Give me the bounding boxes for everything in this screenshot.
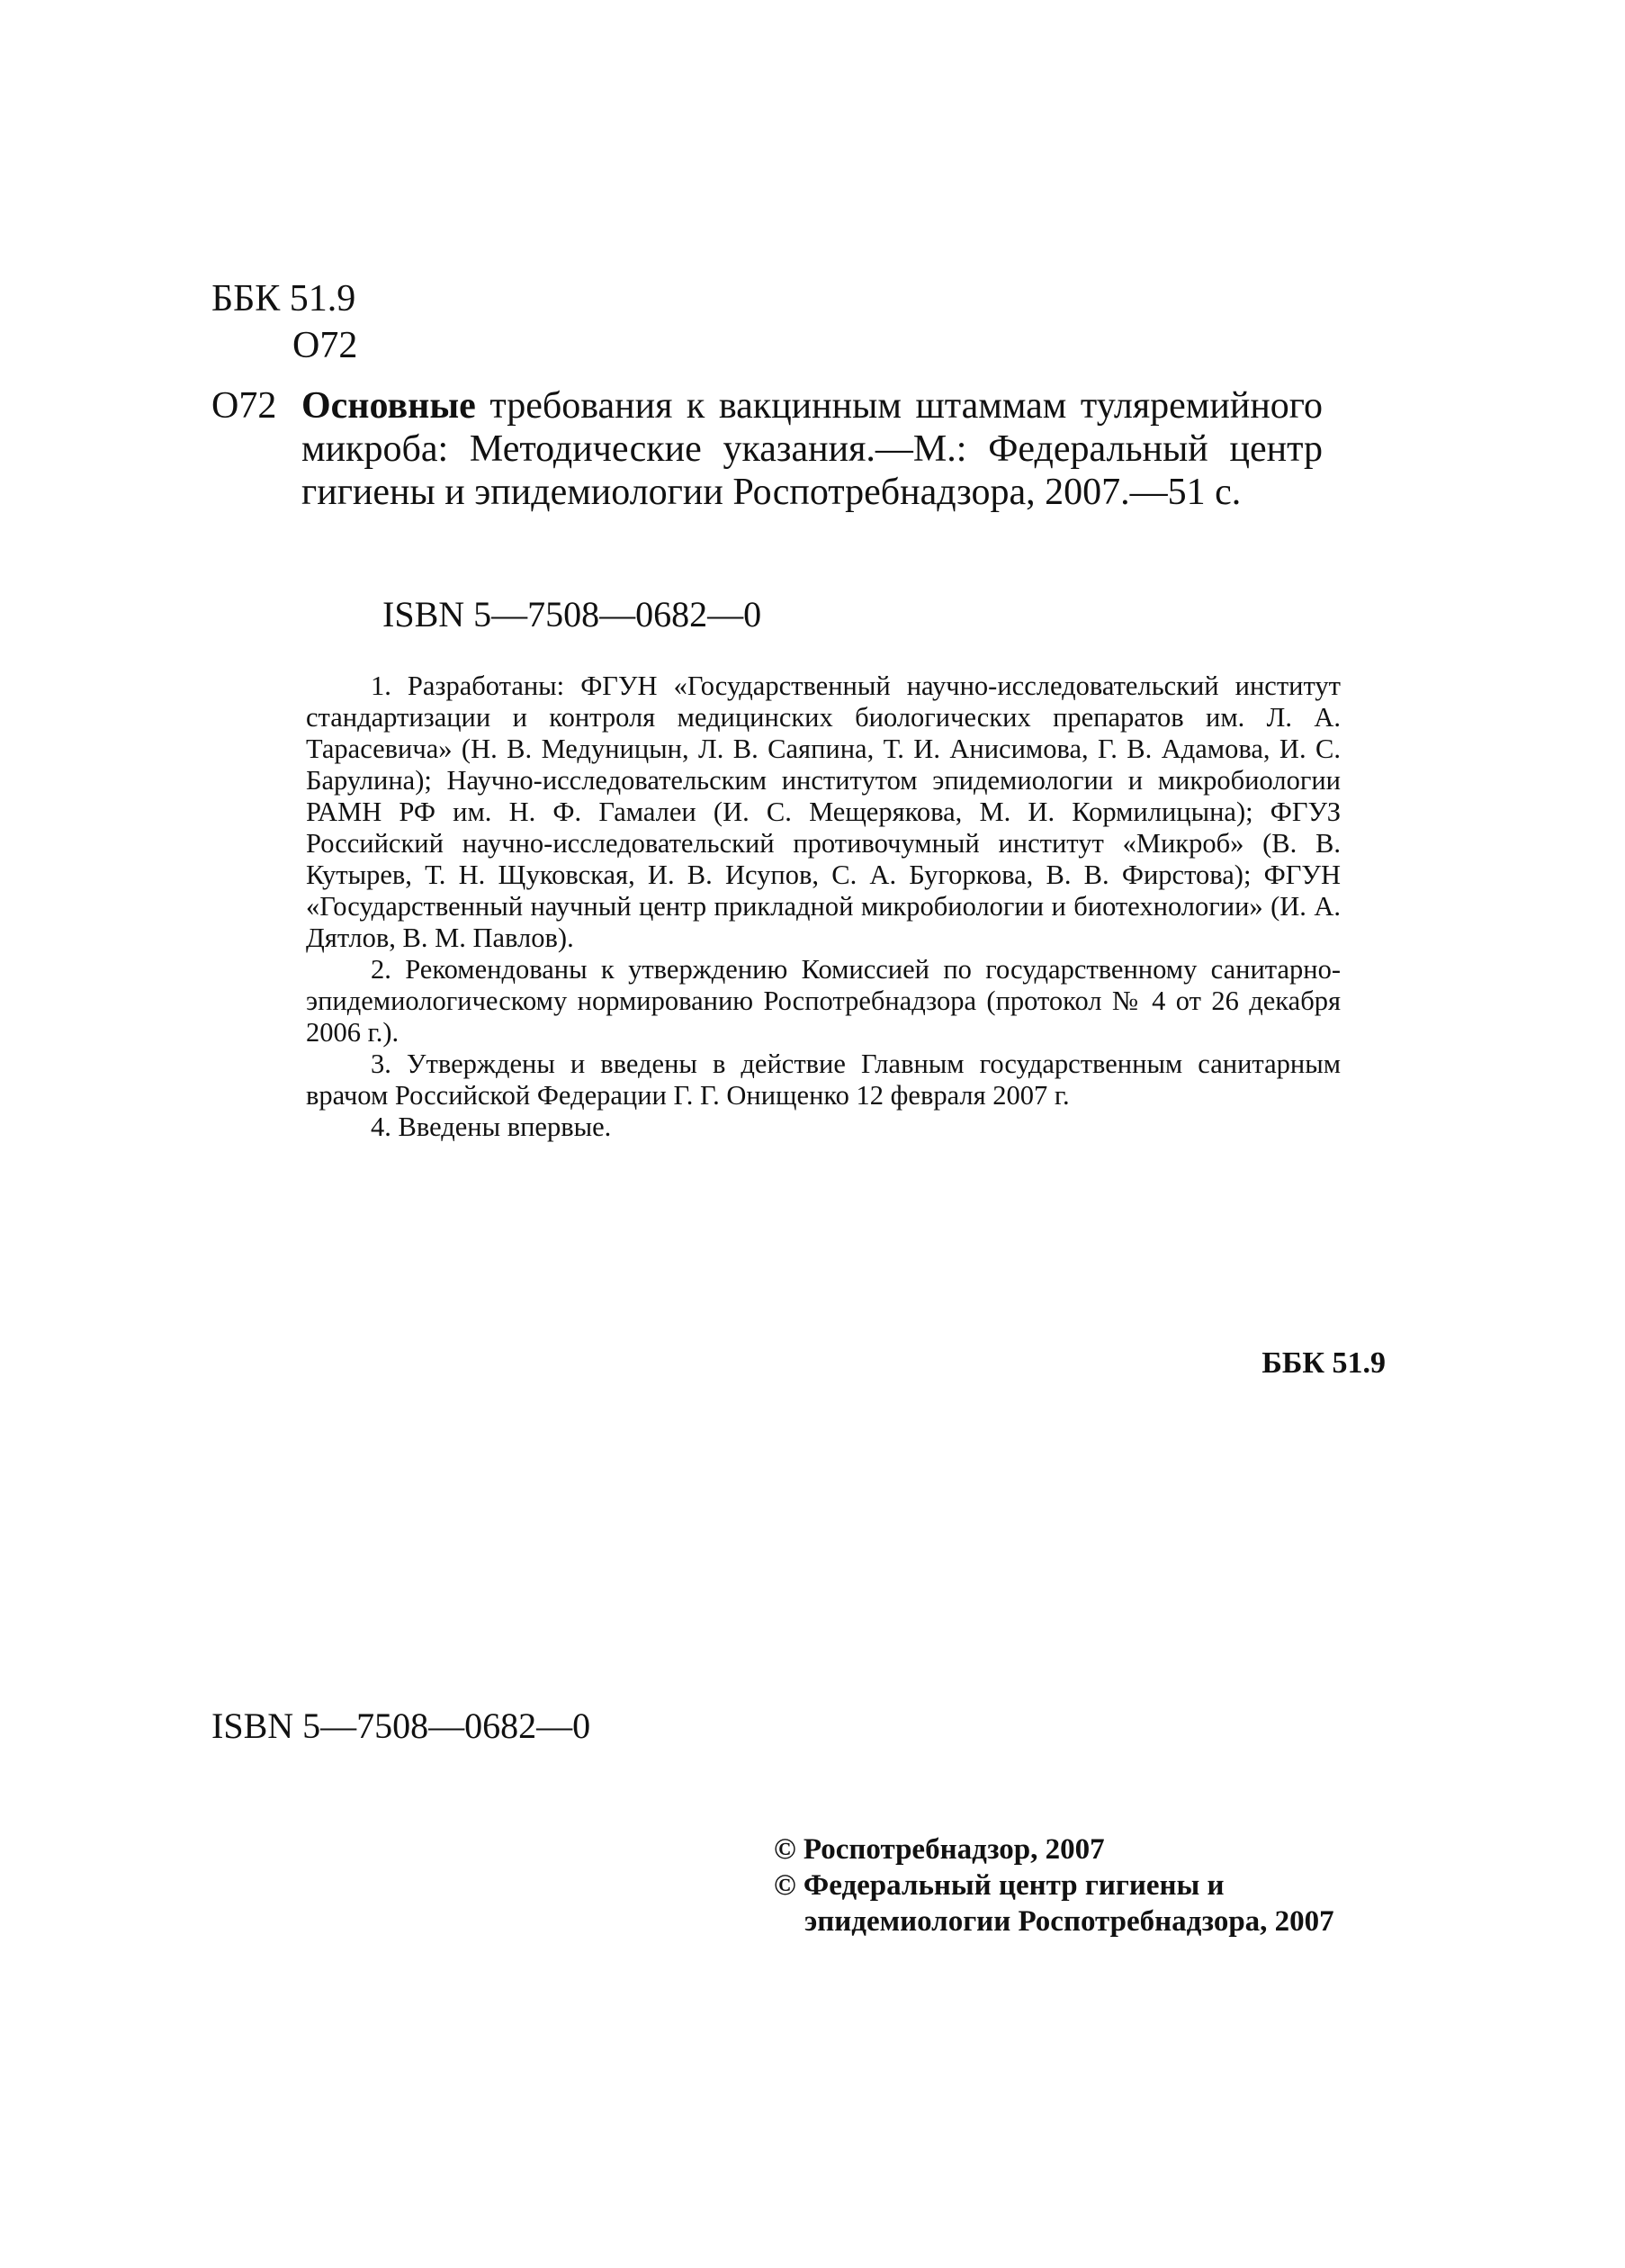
annotation-title-rest: требования к вакцинным штаммам туляремийного микроба: Методические указания.—М.: Федеральный центр гигиены и эпидемиологии Роспотребнадзора, 2007.—51 с. [301,385,1323,513]
isbn-bottom: ISBN 5—7508—0682—0 [211,1706,591,1746]
copyright-line-rospotrebnadzor: © Роспотребнадзор, 2007 [774,1833,1105,1866]
note-introduced: 4. Введены впервые. [371,1112,612,1142]
copyright-line-center-cont: эпидемиологии Роспотребнадзора, 2007 [804,1905,1334,1938]
development-notes [306,670,1341,1143]
copyright-block [774,1832,1404,1940]
note-developed-by: 1. Разработаны: ФГУН «Государственный научно-исследовательский институт стандартизации и контроля медицинских биологических препаратов им. Л. А. Тарасевича» (Н. В. Медуницын, Л. В. Саяпина, Т. И. Анисимова, Г. В. Адамова, И. С. Барулина); Научно-исследовательским институтом эпидемиологии и микробиологии РАМН РФ им. Н. Ф. Гамалеи (И. С. Мещерякова, М. И. Кормилицына); ФГУЗ Российский научно-исследовательский противочумный институт «Микроб» (В. В. Кутырев, Т. Н. Щуковская, И. В. Исупов, С. А. Бугоркова, В. В. Фирстова); ФГУН «Государственный научный центр прикладной микробиологии и биотехнологии» (И. А. Дятлов, В. М. Павлов). [306,670,1341,953]
isbn-top: ISBN 5—7508—0682—0 [382,594,762,634]
annotation-title-bold: Основные [301,385,476,427]
note-approved: 3. Утверждены и введены в действие Главным государственным санитарным врачом Российской Федерации Г. Г. Онищенко 12 февраля 2007 г. [306,1048,1341,1111]
bbk-classification-top: ББК 51.9 [211,278,356,320]
author-mark-annotation: О72 [211,385,277,427]
bbk-classification-right: ББК 51.9 [1261,1346,1386,1380]
bibliographic-annotation [301,384,1323,514]
copyright-line-center: © Федеральный центр гигиены и [774,1869,1225,1902]
author-mark-top: О72 [292,325,358,366]
note-recommended: 2. Рекомендованы к утверждению Комиссией по государственному санитарно-эпидемиологическому нормированию Роспотребнадзора (протокол № 4 от 26 декабря 2006 г.). [306,954,1341,1048]
